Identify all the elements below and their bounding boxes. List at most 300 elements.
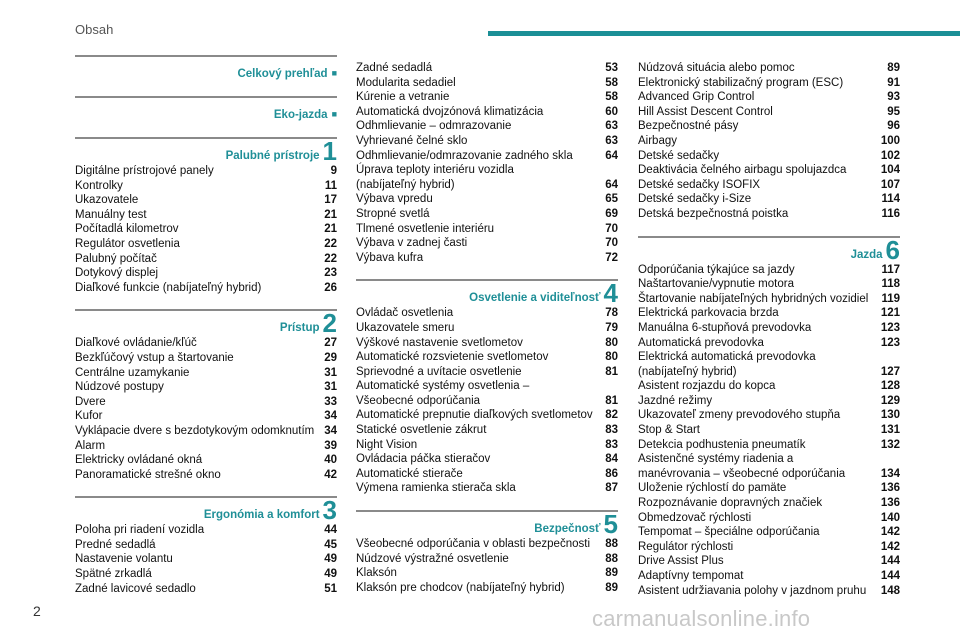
toc-entry[interactable] bbox=[75, 351, 337, 366]
toc-entry[interactable] bbox=[75, 468, 337, 483]
toc-entry-title: Obmedzovač rýchlosti bbox=[638, 511, 752, 524]
toc-entry-title: (nabíjateľný hybrid) bbox=[356, 178, 455, 191]
toc-entry-title: Alarm bbox=[75, 439, 106, 452]
section-heading[interactable] bbox=[75, 308, 337, 339]
toc-entry-page: 89 bbox=[605, 567, 618, 580]
toc-entry-page: 104 bbox=[880, 164, 900, 177]
toc-entry-page: 86 bbox=[605, 467, 618, 480]
toc-entry-title: Hill Assist Descent Control bbox=[638, 105, 773, 118]
toc-entry-title: Ukazovatele bbox=[75, 194, 139, 207]
toc-entry-page: 22 bbox=[324, 237, 337, 250]
toc-entry-page: 64 bbox=[605, 149, 618, 162]
toc-entry-title: Statické osvetlenie zákrut bbox=[356, 424, 487, 437]
toc-entry-page: 39 bbox=[324, 439, 337, 452]
toc-entry-title: Regulátor rýchlosti bbox=[638, 540, 734, 553]
toc-entry-title: Regulátor osvetlenia bbox=[75, 237, 180, 250]
toc-entry[interactable] bbox=[638, 321, 900, 336]
toc-entry-page: 130 bbox=[880, 409, 900, 422]
toc-entry-title: Výbava kufra bbox=[356, 251, 424, 264]
toc-entry[interactable] bbox=[638, 365, 900, 380]
toc-entry-title: Klaksón bbox=[356, 567, 397, 580]
toc-entry-page: 144 bbox=[880, 555, 900, 568]
toc-entry[interactable] bbox=[638, 554, 900, 569]
toc-entry[interactable] bbox=[75, 164, 337, 179]
header-accent-bar bbox=[488, 31, 960, 36]
toc-entry-page: 9 bbox=[330, 165, 337, 177]
toc-entry-page: 45 bbox=[324, 538, 337, 551]
toc-entry[interactable] bbox=[356, 134, 618, 149]
toc-entry-title: Automatická prevodovka bbox=[638, 336, 764, 349]
toc-entry-title: Úprava teploty interiéru vozidla bbox=[356, 164, 514, 177]
toc-entry[interactable] bbox=[638, 423, 900, 438]
toc-entry-title: Počítadlá kilometrov bbox=[75, 223, 179, 236]
toc-entry[interactable] bbox=[75, 552, 337, 567]
toc-entry[interactable] bbox=[638, 178, 900, 193]
toc-entry[interactable] bbox=[356, 423, 618, 438]
toc-entry-title: Nastavenie volantu bbox=[75, 553, 173, 566]
toc-entry-page: 82 bbox=[605, 409, 618, 422]
toc-entry-title: Výmena ramienka stierača skla bbox=[356, 482, 516, 495]
toc-entry-page: 134 bbox=[880, 467, 900, 480]
toc-entry-title: Núdzové výstražné osvetlenie bbox=[356, 552, 509, 565]
toc-entry-title: Dotykový displej bbox=[75, 267, 159, 280]
section-number: 6 bbox=[885, 234, 900, 265]
toc-entry-title: Stropné svetlá bbox=[356, 207, 430, 220]
toc-section bbox=[75, 55, 337, 82]
toc-entry[interactable] bbox=[638, 584, 900, 599]
toc-entry-page: 83 bbox=[605, 438, 618, 451]
toc-entry-page: 127 bbox=[880, 365, 900, 378]
toc-entry-page: 78 bbox=[605, 307, 618, 320]
toc-entry-title: Spätné zrkadlá bbox=[75, 568, 152, 581]
toc-entry[interactable] bbox=[75, 453, 337, 468]
toc-entry[interactable] bbox=[356, 105, 618, 120]
toc-entry-page: 22 bbox=[324, 252, 337, 265]
toc-section bbox=[356, 510, 618, 595]
toc-entry-title: Advanced Grip Control bbox=[638, 91, 755, 104]
toc-entry-title: Detekcia podhustenia pneumatík bbox=[638, 438, 806, 451]
toc-entry-title: Detská bezpečnostná poistka bbox=[638, 207, 789, 220]
section-heading[interactable] bbox=[638, 234, 900, 265]
toc-entry-page: 49 bbox=[324, 553, 337, 566]
toc-entry-title: Drive Assist Plus bbox=[638, 555, 724, 568]
toc-entry-title: Ovládač osvetlenia bbox=[356, 307, 454, 320]
toc-entry[interactable] bbox=[356, 467, 618, 482]
section-title: Prístup bbox=[279, 322, 320, 335]
toc-entry-page: 89 bbox=[887, 62, 900, 74]
toc-entry[interactable] bbox=[75, 336, 337, 351]
toc-entry-page: 58 bbox=[605, 76, 618, 89]
toc-entry-page: 87 bbox=[605, 482, 618, 495]
toc-entry-title: Elektricky ovládané okná bbox=[75, 454, 203, 467]
toc-entry-page: 53 bbox=[605, 62, 618, 74]
toc-entry-page: 121 bbox=[880, 307, 900, 320]
toc-entry-page: 64 bbox=[605, 178, 618, 191]
toc-entry-page: 49 bbox=[324, 568, 337, 581]
toc-entry[interactable] bbox=[75, 237, 337, 252]
toc-entry[interactable] bbox=[356, 394, 618, 409]
toc-entry[interactable] bbox=[75, 523, 337, 538]
toc-entry-page: 93 bbox=[887, 91, 900, 104]
toc-entry-page: 31 bbox=[324, 381, 337, 394]
toc-entry-title: Panoramatické strešné okno bbox=[75, 468, 221, 481]
toc-entry[interactable] bbox=[356, 178, 618, 193]
toc-entry[interactable] bbox=[356, 306, 618, 321]
toc-entry[interactable] bbox=[638, 336, 900, 351]
toc-entry-page: 27 bbox=[324, 337, 337, 350]
toc-entry[interactable] bbox=[356, 251, 618, 266]
toc-entry-title: Odhmlievanie – odmrazovanie bbox=[356, 120, 512, 133]
toc-entry[interactable] bbox=[356, 438, 618, 453]
toc-entry-title: Odporúčania týkajúce sa jazdy bbox=[638, 263, 795, 276]
toc-entry-page: 114 bbox=[881, 193, 900, 206]
toc-entry[interactable] bbox=[638, 496, 900, 511]
toc-entry-title: Uloženie rýchlostí do pamäte bbox=[638, 482, 787, 495]
toc-entry[interactable] bbox=[638, 61, 900, 76]
toc-entry[interactable] bbox=[638, 452, 900, 467]
toc-entry-title: Airbagy bbox=[638, 134, 677, 147]
toc-entry[interactable] bbox=[638, 394, 900, 409]
toc-entry[interactable] bbox=[638, 207, 900, 222]
toc-entry[interactable] bbox=[75, 366, 337, 381]
toc-entry-title: Kufor bbox=[75, 410, 103, 423]
toc-entry[interactable] bbox=[356, 222, 618, 237]
toc-entry-page: 107 bbox=[880, 178, 900, 191]
toc-entry-page: 65 bbox=[605, 193, 618, 206]
section-heading[interactable] bbox=[356, 278, 618, 309]
toc-entry[interactable] bbox=[356, 408, 618, 423]
toc-entry-title: Zadné sedadlá bbox=[356, 62, 433, 74]
toc-entry-page: 136 bbox=[880, 497, 900, 510]
toc-entry-page: 88 bbox=[605, 538, 618, 551]
toc-entry[interactable] bbox=[356, 350, 618, 365]
page-number: 2 bbox=[33, 603, 41, 619]
toc-entry-title: Automatická dvojzónová klimatizácia bbox=[356, 105, 544, 118]
toc-entry-title: Poloha pri riadení vozidla bbox=[75, 524, 205, 537]
toc-entry-page: 69 bbox=[605, 207, 618, 220]
toc-entry-page: 142 bbox=[880, 526, 900, 539]
toc-section bbox=[638, 236, 900, 599]
toc-entry[interactable] bbox=[75, 193, 337, 208]
toc-entry-title: Automatické rozsvietenie svetlometov bbox=[356, 351, 549, 364]
toc-entry[interactable] bbox=[638, 292, 900, 307]
section-title: Bezpečnosť bbox=[534, 523, 601, 536]
toc-entry[interactable] bbox=[356, 452, 618, 467]
toc-entry-page: 132 bbox=[880, 438, 900, 451]
toc-entry-page: 83 bbox=[605, 424, 618, 437]
toc-entry[interactable] bbox=[356, 149, 618, 164]
toc-entry[interactable] bbox=[638, 438, 900, 453]
toc-column-3 bbox=[638, 61, 900, 598]
toc-entry[interactable] bbox=[356, 192, 618, 207]
toc-entry[interactable] bbox=[638, 277, 900, 292]
toc-entry[interactable] bbox=[356, 365, 618, 380]
toc-entry-title: Elektrická automatická prevodovka bbox=[638, 351, 816, 364]
toc-entry[interactable] bbox=[356, 163, 618, 178]
toc-entry[interactable] bbox=[75, 380, 337, 395]
section-marker-icon: ■ bbox=[331, 68, 337, 78]
toc-entry-title: Tempomat – špeciálne odporúčania bbox=[638, 526, 820, 539]
section-title: Celkový prehľad bbox=[237, 68, 328, 80]
toc-entry-title: Diaľkové funkcie (nabíjateľný hybrid) bbox=[75, 281, 262, 294]
toc-entry[interactable] bbox=[638, 163, 900, 178]
toc-entry[interactable] bbox=[356, 236, 618, 251]
toc-entry-page: 63 bbox=[605, 134, 618, 147]
toc-entry-page: 31 bbox=[324, 366, 337, 379]
toc-entry[interactable] bbox=[356, 321, 618, 336]
toc-entry-page: 80 bbox=[605, 351, 618, 364]
toc-entry[interactable] bbox=[638, 511, 900, 526]
toc-entry-title: Asistenčné systémy riadenia a bbox=[638, 453, 794, 466]
toc-entry-page: 40 bbox=[324, 454, 337, 467]
toc-entry-title: Modularita sedadiel bbox=[356, 76, 456, 89]
toc-entry-title: Kontrolky bbox=[75, 179, 123, 192]
toc-section bbox=[75, 309, 337, 482]
section-number: 5 bbox=[603, 509, 618, 540]
toc-entry-page: 128 bbox=[880, 380, 900, 393]
toc-entry-title: Všeobecné odporúčania v oblasti bezpečnosti bbox=[356, 538, 590, 551]
toc-entry-page: 72 bbox=[605, 251, 618, 264]
toc-entry[interactable] bbox=[356, 207, 618, 222]
toc-entry-page: 51 bbox=[324, 582, 337, 595]
toc-entry[interactable] bbox=[75, 424, 337, 439]
toc-entry-page: 34 bbox=[324, 424, 337, 437]
toc-entry[interactable] bbox=[75, 567, 337, 582]
toc-entry-page: 96 bbox=[887, 120, 900, 133]
toc-entry-page: 123 bbox=[880, 321, 900, 334]
toc-entry-page: 91 bbox=[887, 76, 900, 89]
toc-entry[interactable] bbox=[638, 540, 900, 555]
toc-section bbox=[75, 496, 337, 596]
toc-entry-title: Digitálne prístrojové panely bbox=[75, 165, 214, 177]
toc-entry-title: Detské sedačky ISOFIX bbox=[638, 178, 761, 191]
toc-entry-title: Odhmlievanie/odmrazovanie zadného skla bbox=[356, 149, 573, 162]
toc-entry-page: 34 bbox=[324, 410, 337, 423]
toc-entry-page: 21 bbox=[324, 208, 337, 221]
toc-entry-page: 26 bbox=[324, 281, 337, 294]
toc-entry[interactable] bbox=[638, 263, 900, 278]
toc-entry-page: 42 bbox=[324, 468, 337, 481]
toc-entry[interactable] bbox=[75, 395, 337, 410]
toc-entry-page: 23 bbox=[324, 267, 337, 280]
toc-entry-page: 95 bbox=[887, 105, 900, 118]
section-heading[interactable] bbox=[75, 136, 337, 166]
section-heading[interactable] bbox=[75, 98, 337, 123]
toc-entry-title: Bezkľúčový vstup a štartovanie bbox=[75, 351, 234, 364]
toc-entry-title: Všeobecné odporúčania bbox=[356, 394, 481, 407]
toc-entry-title: Ukazovatele smeru bbox=[356, 321, 455, 334]
toc-section bbox=[75, 137, 337, 295]
toc-entry-page: 70 bbox=[605, 222, 618, 235]
toc-entry[interactable] bbox=[638, 134, 900, 149]
toc-entry-title: Palubný počítač bbox=[75, 252, 157, 265]
toc-entry-page: 117 bbox=[881, 263, 900, 276]
toc-entry[interactable] bbox=[75, 409, 337, 424]
toc-entry[interactable] bbox=[75, 179, 337, 194]
toc-entry-title: Automatické systémy osvetlenia – bbox=[356, 380, 530, 393]
toc-entry[interactable] bbox=[356, 119, 618, 134]
toc-entry-title: Ovládacia páčka stieračov bbox=[356, 453, 491, 466]
toc-entry[interactable] bbox=[75, 266, 337, 281]
toc-entry-page: 33 bbox=[324, 395, 337, 408]
toc-entry[interactable] bbox=[356, 90, 618, 105]
toc-entry[interactable] bbox=[356, 537, 618, 552]
toc-entry-title: Tlmené osvetlenie interiéru bbox=[356, 222, 495, 235]
toc-entry[interactable] bbox=[75, 222, 337, 237]
toc-entry-title: Manuálna 6-stupňová prevodovka bbox=[638, 321, 812, 334]
toc-entry-title: Ukazovateľ zmeny prevodového stupňa bbox=[638, 409, 841, 422]
toc-entry-page: 29 bbox=[324, 351, 337, 364]
toc-entry-page: 81 bbox=[605, 365, 618, 378]
toc-entry-title: Manuálny test bbox=[75, 208, 147, 221]
section-title: Ergonómia a komfort bbox=[203, 509, 320, 522]
toc-entry-title: Adaptívny tempomat bbox=[638, 570, 744, 582]
section-title: Eko-jazda bbox=[273, 109, 328, 121]
toc-entry[interactable] bbox=[356, 481, 618, 496]
toc-column-1 bbox=[75, 55, 337, 596]
toc-entry[interactable] bbox=[638, 119, 900, 134]
toc-entry[interactable] bbox=[638, 467, 900, 482]
toc-entry-title: Automatické prepnutie diaľkových svetlometov bbox=[356, 409, 593, 422]
toc-entry-page: 144 bbox=[880, 570, 900, 582]
toc-entry[interactable] bbox=[638, 379, 900, 394]
section-number: 4 bbox=[603, 278, 618, 309]
toc-entry-title: Asistent rozjazdu do kopca bbox=[638, 380, 776, 393]
toc-entry[interactable] bbox=[356, 379, 618, 394]
toc-entry-title: Výškové nastavenie svetlometov bbox=[356, 336, 523, 349]
toc-entry-page: 58 bbox=[605, 91, 618, 104]
toc-entry[interactable] bbox=[75, 281, 337, 296]
toc-entry-title: Dvere bbox=[75, 395, 106, 408]
toc-entry-page: 11 bbox=[324, 179, 337, 192]
toc-entry-page: 81 bbox=[605, 394, 618, 407]
toc-entry-title: Elektronický stabilizačný program (ESC) bbox=[638, 76, 844, 89]
toc-entry-title: Klaksón pre chodcov (nabíjateľný hybrid) bbox=[356, 581, 565, 594]
toc-entry-page: 60 bbox=[605, 105, 618, 118]
section-heading[interactable] bbox=[356, 509, 618, 540]
section-heading[interactable] bbox=[75, 57, 337, 82]
toc-entry-title: Predné sedadlá bbox=[75, 538, 156, 551]
toc-entry-page: 44 bbox=[324, 524, 337, 537]
toc-entry-title: Kúrenie a vetranie bbox=[356, 91, 450, 104]
toc-entry[interactable] bbox=[638, 105, 900, 120]
toc-entry[interactable] bbox=[356, 76, 618, 91]
toc-entry-title: Bezpečnostné pásy bbox=[638, 120, 739, 133]
toc-entry-page: 116 bbox=[881, 207, 900, 220]
toc-entry-title: Vyklápacie dvere s bezdotykovým odomknutím bbox=[75, 424, 315, 437]
toc-entry-page: 102 bbox=[880, 149, 900, 162]
toc-entry-page: 136 bbox=[880, 482, 900, 495]
toc-entry-page: 142 bbox=[880, 540, 900, 553]
toc-entry-page: 129 bbox=[880, 394, 900, 407]
toc-entry[interactable] bbox=[75, 439, 337, 454]
toc-entry-title: Centrálne uzamykanie bbox=[75, 366, 190, 379]
toc-entry-page: 148 bbox=[880, 584, 900, 597]
toc-column-2 bbox=[356, 61, 618, 595]
section-title: Osvetlenie a viditeľnosť bbox=[469, 292, 601, 305]
toc-entry[interactable] bbox=[356, 581, 618, 596]
section-heading[interactable] bbox=[75, 495, 337, 526]
toc-entry[interactable] bbox=[356, 61, 618, 76]
toc-entry-title: Sprievodné a uvítacie osvetlenie bbox=[356, 365, 522, 378]
toc-entry[interactable] bbox=[638, 408, 900, 423]
toc-entry-title: Deaktivácia čelného airbagu spolujazdca bbox=[638, 164, 847, 177]
section-number: 1 bbox=[322, 136, 337, 166]
toc-entry-title: Detské sedačky bbox=[638, 149, 720, 162]
toc-entry-page: 89 bbox=[605, 581, 618, 594]
toc-entry-page: 123 bbox=[880, 336, 900, 349]
toc-entry-title: Stop & Start bbox=[638, 424, 701, 437]
toc-entry-title: Diaľkové ovládanie/kľúč bbox=[75, 337, 197, 350]
toc-entry-title: Night Vision bbox=[356, 438, 418, 451]
toc-entry-page: 79 bbox=[605, 321, 618, 334]
toc-entry-title: Jazdné režimy bbox=[638, 394, 713, 407]
toc-entry-page: 118 bbox=[881, 278, 900, 291]
section-number: 3 bbox=[322, 495, 337, 526]
toc-entry[interactable] bbox=[75, 208, 337, 223]
section-title: Palubné prístroje bbox=[225, 150, 320, 162]
toc-entry-page: 63 bbox=[605, 120, 618, 133]
toc-entry-title: Núdzová situácia alebo pomoc bbox=[638, 62, 795, 74]
toc-entry[interactable] bbox=[638, 90, 900, 105]
toc-entry-page: 21 bbox=[324, 223, 337, 236]
toc-entry-title: Asistent udržiavania polohy v jazdnom pruhu bbox=[638, 584, 867, 597]
watermark: carmanualsonline.info bbox=[592, 606, 811, 631]
toc-entry-title: manévrovania – všeobecné odporúčania bbox=[638, 467, 846, 480]
toc-entry[interactable] bbox=[356, 336, 618, 351]
toc-entry[interactable] bbox=[75, 538, 337, 553]
toc-entry-title: (nabíjateľný hybrid) bbox=[638, 365, 737, 378]
toc-entry-title: Detské sedačky i-Size bbox=[638, 193, 752, 206]
toc-entry-page: 80 bbox=[605, 336, 618, 349]
toc-entry-page: 100 bbox=[880, 134, 900, 147]
toc-entry-title: Elektrická parkovacia brzda bbox=[638, 307, 779, 320]
toc-entry[interactable] bbox=[638, 350, 900, 365]
toc-entry-title: Automatické stierače bbox=[356, 467, 463, 480]
toc-section bbox=[356, 279, 618, 496]
toc-entry[interactable] bbox=[638, 192, 900, 207]
toc-entry[interactable] bbox=[75, 582, 337, 597]
toc-entry-title: Naštartovanie/vypnutie motora bbox=[638, 278, 794, 291]
toc-section bbox=[75, 96, 337, 123]
toc-entry[interactable] bbox=[638, 569, 900, 584]
toc-entry-page: 88 bbox=[605, 552, 618, 565]
toc-entry-page: 119 bbox=[881, 292, 900, 305]
toc-entry-title: Štartovanie nabíjateľných hybridných vozidiel bbox=[638, 292, 869, 305]
toc-entry[interactable] bbox=[356, 566, 618, 581]
toc-entry-page: 70 bbox=[605, 237, 618, 250]
toc-entry[interactable] bbox=[638, 306, 900, 321]
toc-entry-title: Rozpoznávanie dopravných značiek bbox=[638, 497, 823, 510]
toc-entry-page: 17 bbox=[324, 194, 337, 207]
toc-entry-title: Núdzové postupy bbox=[75, 381, 164, 394]
toc-entry[interactable] bbox=[356, 552, 618, 567]
toc-entry[interactable] bbox=[75, 252, 337, 267]
toc-entry-page: 131 bbox=[880, 424, 900, 437]
toc-entry-page: 84 bbox=[605, 453, 618, 466]
header-title: Obsah bbox=[75, 22, 114, 37]
toc-entry-title: Výbava vpredu bbox=[356, 193, 433, 206]
toc-entry-title: Zadné lavicové sedadlo bbox=[75, 582, 196, 595]
toc-entry-title: Vyhrievané čelné sklo bbox=[356, 134, 468, 147]
toc-entry[interactable] bbox=[638, 149, 900, 164]
toc-entry[interactable] bbox=[638, 525, 900, 540]
section-title: Jazda bbox=[850, 248, 883, 261]
toc-entry[interactable] bbox=[638, 76, 900, 91]
toc-entry[interactable] bbox=[638, 481, 900, 496]
toc-entry-page: 140 bbox=[880, 511, 900, 524]
section-number: 2 bbox=[322, 308, 337, 339]
